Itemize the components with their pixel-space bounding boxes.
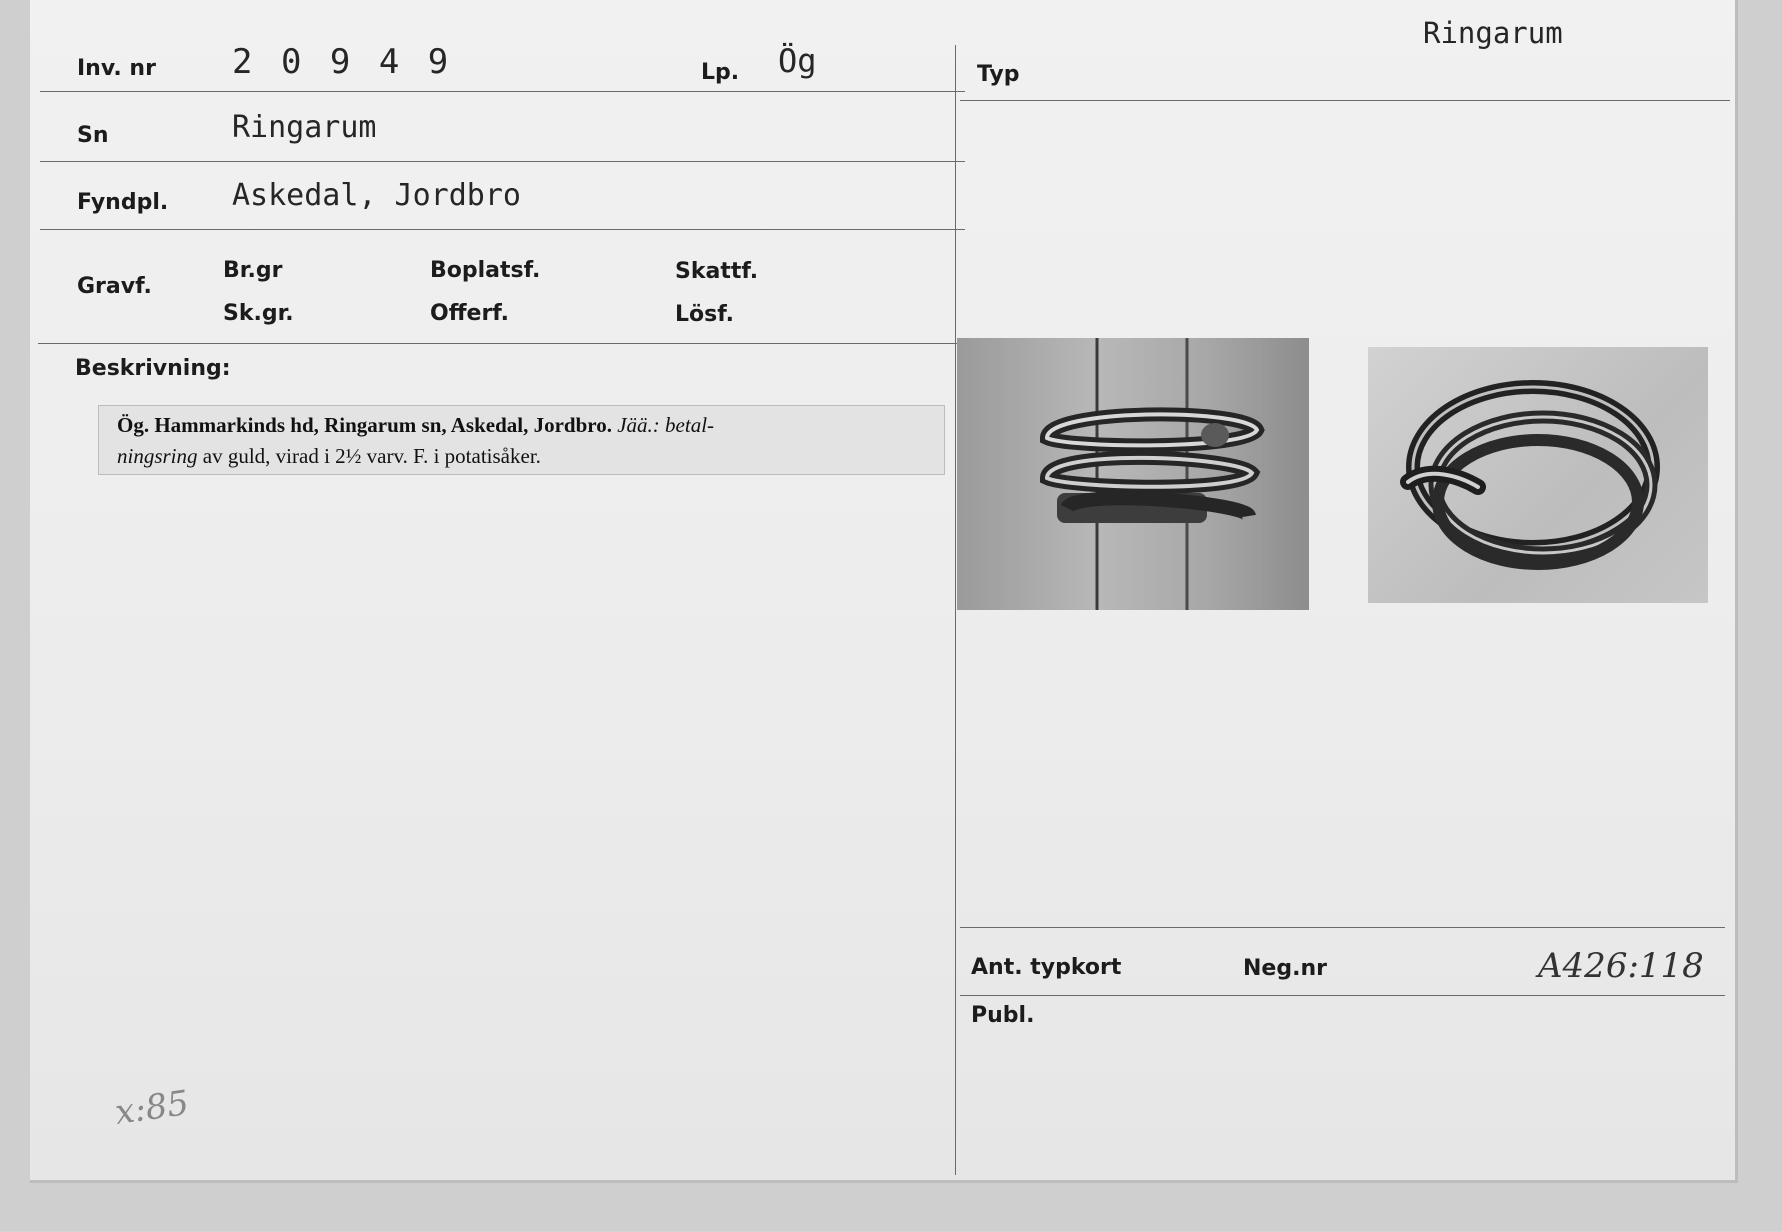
divider	[960, 995, 1725, 996]
neg-nr-label: Neg.nr	[1243, 956, 1327, 981]
inv-nr-label: Inv. nr	[77, 56, 156, 81]
divider	[40, 229, 965, 230]
divider	[960, 100, 1730, 101]
typ-label: Typ	[977, 62, 1020, 87]
scale-note: x:85	[112, 1083, 192, 1133]
lp-label: Lp.	[701, 60, 740, 85]
br-gr-label: Br.gr	[223, 258, 283, 283]
gold-spiral-ring-side-icon	[957, 338, 1309, 610]
description-plain: av guld, virad i 2½ varv. F. i potatisåker.	[202, 444, 541, 468]
description-italic-2: ningsring	[117, 444, 198, 468]
divider	[40, 161, 965, 162]
neg-nr-value: A426:118	[1538, 946, 1704, 986]
description-italic-1: Jää.: betal-	[617, 413, 715, 437]
ring-photo-side	[957, 338, 1309, 610]
ant-typkort-label: Ant. typkort	[971, 955, 1122, 980]
skattf-label: Skattf.	[675, 259, 759, 284]
sn-value: Ringarum	[232, 110, 377, 145]
lp-value: Ög	[778, 42, 817, 80]
losf-label: Lösf.	[675, 302, 734, 327]
fyndpl-value: Askedal, Jordbro	[232, 178, 521, 213]
gold-spiral-ring-top-icon	[1368, 347, 1708, 603]
sn-label: Sn	[77, 123, 109, 148]
inv-nr-value: 2 0 9 4 9	[232, 42, 453, 82]
beskrivning-label: Beskrivning:	[75, 356, 231, 381]
description-bold: Ög. Hammarkinds hd, Ringarum sn, Askedal, Jordbro.	[117, 413, 612, 437]
divider	[38, 343, 965, 344]
sk-gr-label: Sk.gr.	[223, 301, 294, 326]
publ-label: Publ.	[971, 1003, 1035, 1028]
divider	[960, 927, 1725, 928]
catalog-card	[30, 0, 1738, 1183]
fyndpl-label: Fyndpl.	[77, 190, 169, 215]
ring-photo-top	[1368, 347, 1708, 603]
offerf-label: Offerf.	[430, 301, 510, 326]
typ-corner-value: Ringarum	[1423, 16, 1563, 50]
divider	[40, 91, 965, 92]
column-divider	[955, 45, 956, 1175]
description-slip	[98, 405, 945, 475]
gravf-label: Gravf.	[77, 274, 152, 299]
boplatsf-label: Boplatsf.	[430, 258, 541, 283]
